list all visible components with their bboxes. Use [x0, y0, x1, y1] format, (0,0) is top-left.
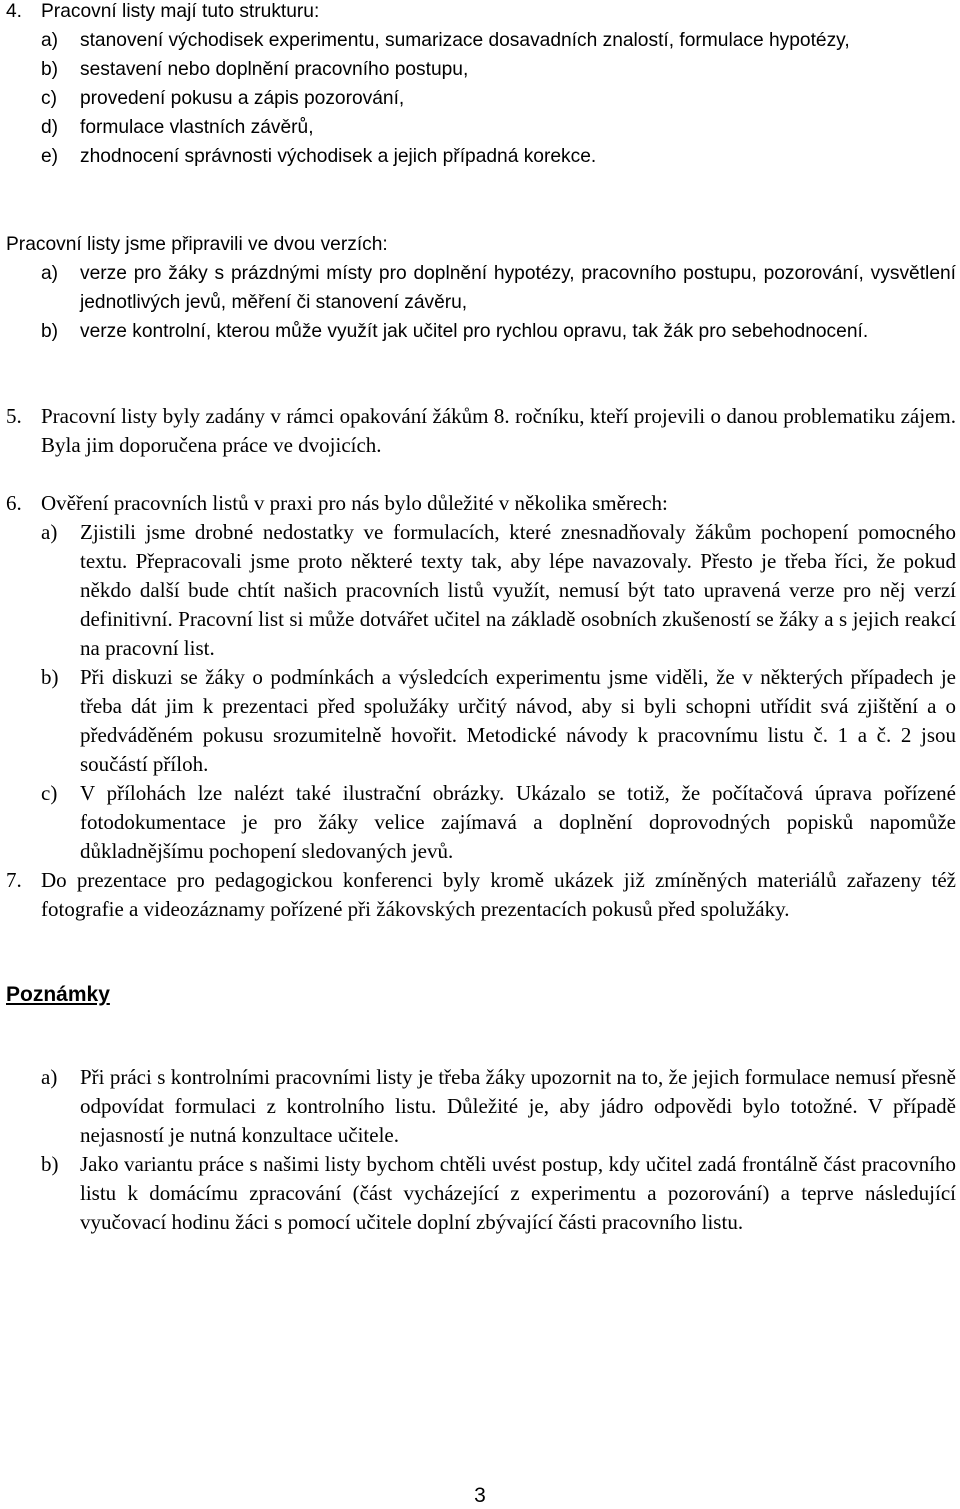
item-text: Pracovní listy byly zadány v rámci opakování žákům 8. ročníku, kteří projevili o danou problematiku zájem. Byla jim doporučena práce ve dvojicích.	[41, 404, 956, 457]
sub-item-mark: b)	[41, 321, 59, 342]
sub-item-mark: c)	[41, 88, 57, 109]
sub-item-mark: a)	[41, 520, 58, 544]
sub-item-mark: b)	[41, 59, 59, 80]
sub-item-text: stanovení východisek experimentu, sumarizace dosavadních znalostí, formulace hypotézy,	[80, 30, 850, 51]
notes-heading: Poznámky	[6, 983, 110, 1006]
list-item-7	[0, 866, 956, 924]
sub-item-text: formulace vlastních závěrů,	[80, 117, 314, 138]
sub-item-text: verze pro žáky s prázdnými místy pro doplnění hypotézy, pracovního postupu, pozorování, vysvětlení jednotlivých jevů, měření či stanovení závěru,	[80, 263, 956, 313]
item-text: Do prezentace pro pedagogickou konferenci byly kromě ukázek již zmíněných materiálů zařazeny též fotografie a videozáznamy pořízené při žákovských prezentacích pokusů před spolužáky.	[41, 868, 956, 921]
note-text: Jako variantu práce s našimi listy bychom chtěli uvést postup, kdy učitel zadá frontálně část pracovního listu k domácímu zpracování (část vycházející z experimentu a pozorování) a teprve následující vyučovací hodinu žáci s pomocí učitele doplní zbývající části pracovního listu.	[80, 1152, 956, 1234]
note-text: Při práci s kontrolními pracovními listy je třeba žáky upozornit na to, že jejich formulace nemusí přesně odpovídat formulaci z kontrolního listu. Důležité je, aby jádro odpovědi bylo totožné. V případě nejasností je nutná konzultace učitele.	[80, 1065, 956, 1147]
item-number: 6.	[6, 491, 22, 515]
list-item-4	[0, 0, 956, 171]
item-intro: Pracovní listy mají tuto strukturu:	[41, 1, 320, 22]
sub-item-text: Při diskuzi se žáky o podmínkách a výsledcích experimentu jsme viděli, že v některých případech je třeba dát jim k prezentaci před spolužáky určitý návod, aby si byli schopni utřídit svá zjištění a o předváděném pokusu srozumitelně hovořit. Metodické návody k pracovnímu listu č. 1 a č. 2 jsou součástí příloh.	[80, 665, 956, 776]
item-number: 7.	[6, 868, 22, 892]
sub-item-text: verze kontrolní, kterou může využít jak učitel pro rychlou opravu, tak žák pro sebehodnocení.	[80, 321, 869, 342]
sub-item-mark: a)	[41, 30, 59, 51]
sub-item-text: provedení pokusu a zápis pozorování,	[80, 88, 405, 109]
list-item-5	[0, 402, 956, 460]
sub-item-mark: a)	[41, 263, 59, 284]
item-intro: Ověření pracovních listů v praxi pro nás bylo důležité v několika směrech:	[41, 491, 668, 515]
list-item-6	[0, 489, 956, 866]
note-mark: a)	[41, 1065, 58, 1089]
item-number: 4.	[6, 1, 23, 22]
versions-intro: Pracovní listy jsme připravili ve dvou verzích:	[6, 234, 388, 255]
sub-item-text: sestavení nebo doplnění pracovního postupu,	[80, 59, 469, 80]
item-number: 5.	[6, 404, 22, 428]
sub-item-mark: b)	[41, 665, 59, 689]
versions-section	[0, 230, 956, 346]
notes-list	[0, 1063, 956, 1237]
sub-item-text: V přílohách lze nalézt také ilustrační obrázky. Ukázalo se totiž, že počítačová úprava pořízené fotodokumentace je pro žáky velice zajímavá a doplnění doprovodných popisků napomůže důkladnějšímu pochopení sledovaných jevů.	[80, 781, 956, 863]
sub-item-mark: e)	[41, 146, 59, 167]
sub-item-mark: d)	[41, 117, 59, 138]
sub-item-text: zhodnocení správnosti východisek a jejich případná korekce.	[80, 146, 597, 167]
note-mark: b)	[41, 1152, 59, 1176]
sub-item-mark: c)	[41, 781, 58, 805]
page-number: 3	[474, 1484, 486, 1507]
sub-item-text: Zjistili jsme drobné nedostatky ve formulacích, které znesnadňovaly žákům pochopení pomocného textu. Přepracovali jsme proto některé texty tak, aby lépe navazovaly. Přesto je třeba říci, že pokud někdo další bude chtít našich pracovních listů využít, nemusí být tato upravená verze pro něj verzí definitivní. Pracovní list si může dotvářet učitel na základě osobních zkušeností se žáky a s jejich reakcí na pracovní list.	[80, 520, 956, 660]
